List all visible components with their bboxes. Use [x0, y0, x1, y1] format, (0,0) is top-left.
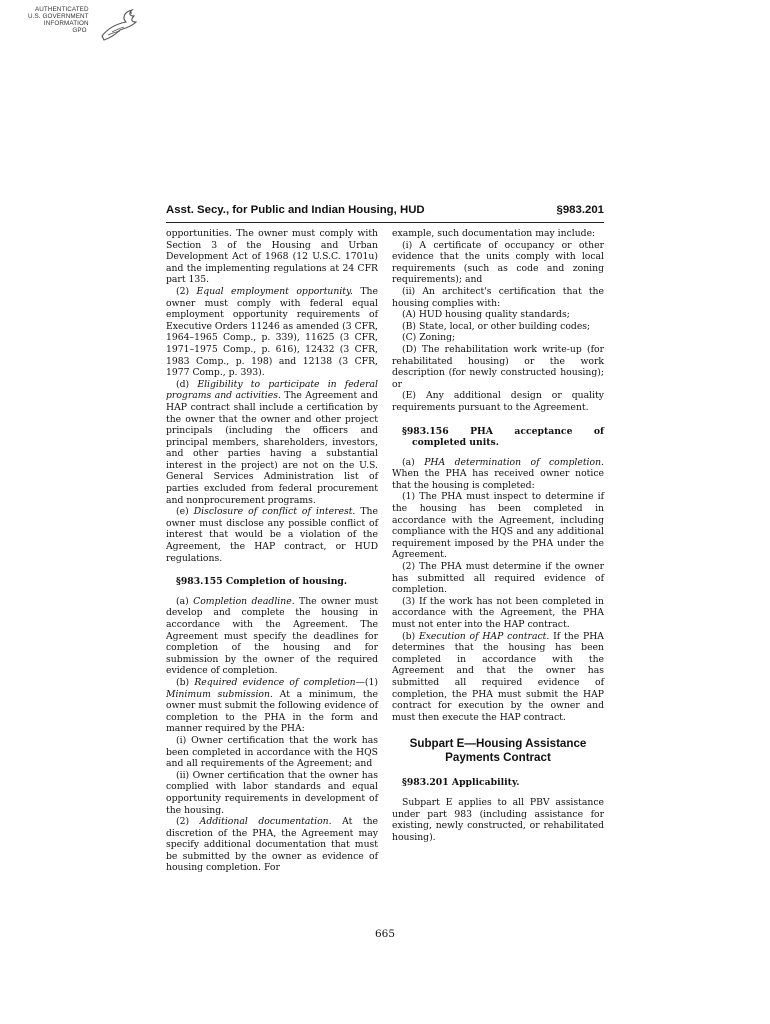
seal-line-4: GPO [72, 27, 87, 34]
subpart-heading-line-2: Payments Contract [445, 751, 551, 765]
paragraph: (b) Execution of HAP contract. If the PHA determines that the housing has been completed in accordance with the Agreement and that the owner has submitted all required evidence of completion, the PHA must submit the HAP contract for execution by the owner and must then execute the HAP contract. [392, 630, 604, 723]
paragraph: (i) Owner certification that the work has been completed in accordance with the HQS and all requirements of the Agreement; and [166, 734, 378, 770]
paragraph: (i) A certificate of occupancy or other evidence that the units comply with local requirements (such as code and zoning requirements); and [392, 239, 604, 286]
subpart-e-heading [392, 737, 604, 765]
paragraph: (ii) An architect's certification that the housing complies with: [392, 285, 604, 309]
paragraph: (b) Required evidence of completion—(1) Minimum submission. At a minimum, the owner must submit the following evidence of completion to the PHA in the form and manner required by the PHA: [166, 676, 379, 735]
paragraph: example, such documentation may include: [392, 228, 596, 239]
paragraph: opportunities. The owner must comply with Section 3 of the Housing and Urban Development Act of 1968 (12 U.S.C. 1701u) and the implementing regulations at 24 CFR part 135. [166, 228, 378, 286]
section-heading-983-155: §983.155 Completion of housing. [176, 576, 348, 588]
paragraph: (E) Any additional design or quality requirements pursuant to the Agreement. [392, 390, 604, 413]
paragraph: (B) State, local, or other building codes; [402, 320, 591, 332]
paragraph: (1) The PHA must inspect to determine if the housing has been completed in accordance with the Agreement, including compliance with the HQS and any additional requirement imposed by the PHA under the Agreement. [392, 491, 604, 561]
seal-line-3: INFORMATION [43, 20, 89, 27]
paragraph: Subpart E applies to all PBV assistance under part 983 (including assistance for existing, newly constructed, or rehabilitated housing). [392, 796, 604, 843]
seal-line-1: AUTHENTICATED [34, 6, 89, 13]
paragraph: (D) The rehabilitation work write-up (for rehabilitated housing) or the work description (for newly constructed housing); or [392, 343, 604, 390]
eagle-icon [98, 6, 142, 46]
right-column [392, 228, 604, 843]
left-column [166, 228, 378, 874]
subpart-heading-line-1: Subpart E—Housing Assistance [409, 737, 587, 751]
seal-line-2: U.S. GOVERNMENT [28, 13, 89, 20]
paragraph: (d) Eligibility to participate in federal programs and activities. The Agreement and HAP contract shall include a certification by the owner that the owner and other project principals (including the officers and principal members, shareholders, investors, and other parties having a substantial interest in the project) are not on the U.S. General Services Administration list of parties excluded from federal procurement and nonprocurement programs. [166, 378, 378, 506]
paragraph: (2) Equal employment opportunity. The owner must comply with federal equal employment opportunity requirements of Executive Orders 11246 as amended (3 CFR, 1964–1965 Comp., p. 339), 11625 (3 CFR, 1971–1975 Comp., p. 616), 12432 (3 CFR, 1983 Comp., p. 198) and 12138 (3 CFR, 1977 Comp., p. 393). [166, 285, 378, 379]
paragraph: (A) HUD housing quality standards; [402, 309, 570, 321]
paragraph: (a) Completion deadline. The owner must develop and complete the housing in accordance with the Agreement. The Agreement must specify the deadlines for completion of the housing and for submission by the owner of the required evidence of completion. [166, 595, 378, 677]
page-number: 665 [374, 928, 396, 940]
paragraph: (e) Disclosure of conflict of interest. The owner must disclose any possible conflict of interest that would be a violation of the Agreement, the HAP contract, or HUD regulations. [166, 506, 378, 564]
paragraph: (ii) Owner certification that the owner has complied with labor standards and equal opportunity requirements in development of the housing. [166, 769, 378, 816]
paragraph: (C) Zoning; [402, 332, 456, 344]
running-header [166, 204, 604, 223]
paragraph: (a) PHA determination of completion. When the PHA has received owner notice that the housing is completed: [392, 456, 604, 491]
paragraph: (2) Additional documentation. At the discretion of the PHA, the Agreement may specify additional documentation that must be submitted by the owner as evidence of housing completion. For [166, 816, 378, 874]
header-section-number: §983.201 [556, 204, 604, 216]
paragraph: (2) The PHA must determine if the owner has submitted all required evidence of completion. [392, 561, 604, 596]
header-agency-title: Asst. Secy., for Public and Indian Housing, HUD [166, 204, 425, 216]
section-heading-983-156: §983.156 PHA acceptance of completed units. [402, 425, 604, 449]
paragraph: (3) If the work has not been completed in accordance with the Agreement, the PHA must not enter into the HAP contract. [392, 595, 604, 630]
seal-text [28, 6, 89, 34]
gpo-authentication-seal [28, 6, 140, 50]
section-heading-983-201: §983.201 Applicability. [402, 777, 520, 789]
